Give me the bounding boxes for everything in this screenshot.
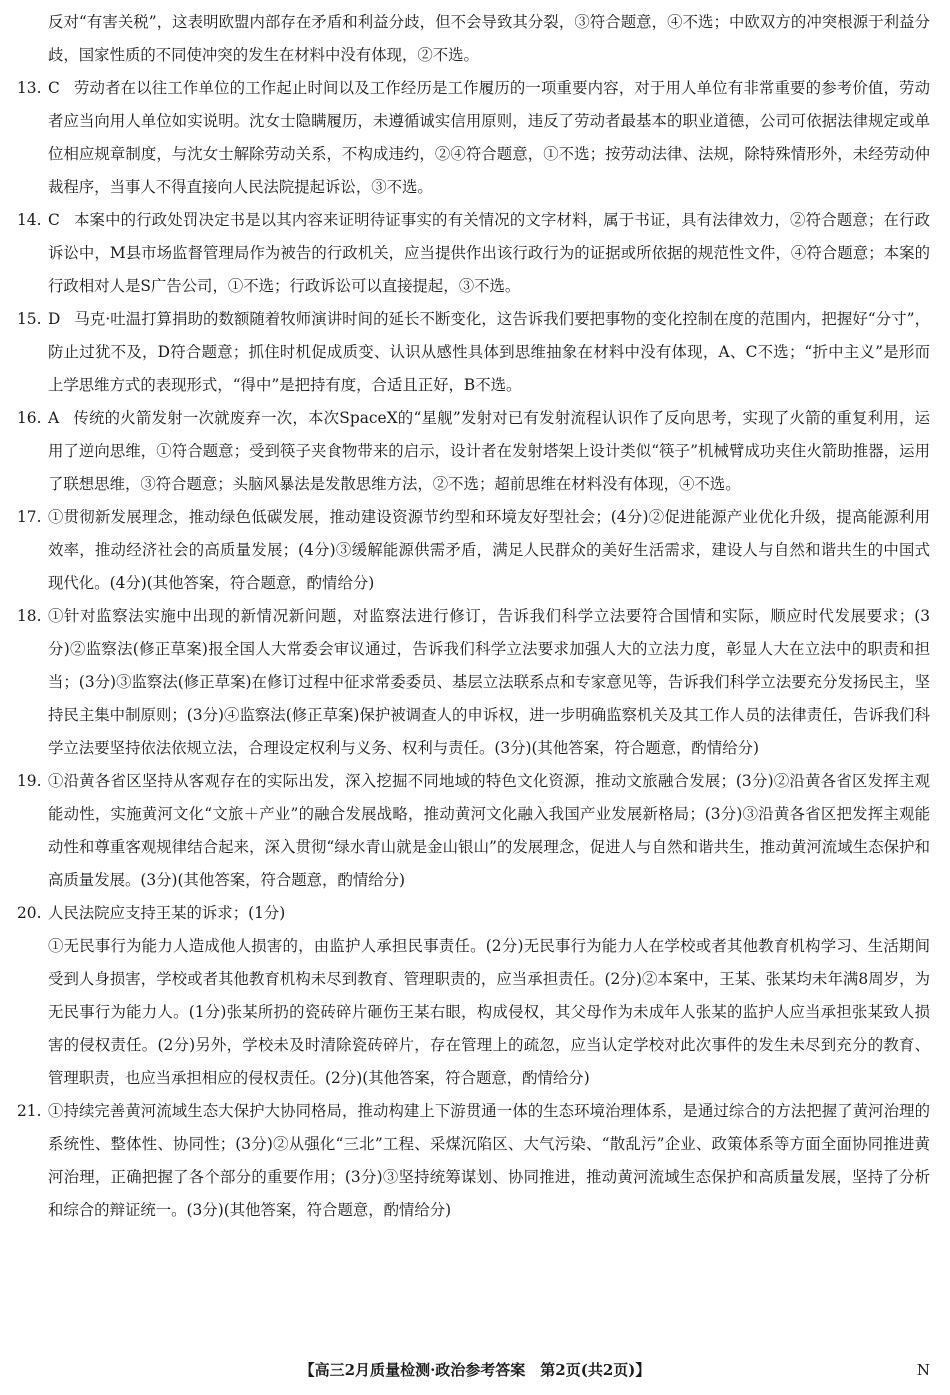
- question-number: 14.: [17, 211, 42, 229]
- explanation-text: ①贯彻新发展理念，推动绿色低碳发展，推动建设资源节约型和环境友好型社会；(4分)②促进能源产业优化升级，提高能源利用效率，推动经济社会的高质量发展；(4分)③缓解能源供需矛盾，满足人民群众的美好生活需求，建设人与自然和谐共生的中国式现代化。(4分)(其他答案，符合题意，酌情给分): [48, 508, 930, 592]
- footer-mark: N: [916, 1361, 930, 1379]
- question-number: 17.: [17, 508, 42, 526]
- answer-item-19: [0, 765, 950, 897]
- answer-item-20: [0, 897, 950, 1095]
- question-number: 15.: [17, 310, 42, 328]
- answer-item-17: [0, 501, 950, 600]
- question-number: 20.: [17, 904, 42, 922]
- explanation-text: ①沿黄各省区坚持从客观存在的实际出发，深入挖掘不同地域的特色文化资源，推动文旅融合发展；(3分)②沿黄各省区发挥主观能动性，实施黄河文化“文旅＋产业”的融合发展战略，推动黄河文化融入我国产业发展新格局；(3分)③沿黄各省区把发挥主观能动性和尊重客观规律结合起来，深入贯彻“绿水青山就是金山银山”的发展理念，促进人与自然和谐共生，推动黄河流域生态保护和高质量发展。(3分)(其他答案，符合题意，酌情给分): [48, 772, 930, 889]
- continued-paragraph: 反对“有害关税”，这表明欧盟内部存在矛盾和利益分歧，但不会导致其分裂，③符合题意，④不选；中欧双方的冲突根源于利益分歧，国家性质的不同使冲突的发生在材料中没有体现，②不选。: [48, 13, 930, 64]
- answer-item-21: [0, 1095, 950, 1227]
- explanation-text: 劳动者在以往工作单位的工作起止时间以及工作经历是工作履历的一项重要内容，对于用人单位有非常重要的参考价值，劳动者应当向用人单位如实说明。沈女士隐瞒履历，未遵循诚实信用原则，违反了劳动者最基本的职业道德，公司可依据法律规定或单位相应规章制度，与沈女士解除劳动关系，不构成违约，②④符合题意，①不选；按劳动法律、法规，除特殊情形外，未经劳动仲裁程序，当事人不得直接向人民法院提起诉讼，③不选。: [48, 79, 930, 196]
- answer-page: [0, 6, 950, 1227]
- explanation-text: 传统的火箭发射一次就废弃一次，本次SpaceX的“星舰”发射对已有发射流程认识作了反向思考，实现了火箭的重复利用，运用了逆向思维，①符合题意；受到筷子夹食物带来的启示，设计者在发射塔架上设计类似“筷子”机械臂成功夹住火箭助推器，运用了联想思维，③符合题意；头脑风暴法是发散思维方法，②不选；超前思维在材料没有体现，④不选。: [48, 409, 930, 493]
- question-number: 19.: [17, 772, 42, 790]
- question-number: 21.: [17, 1102, 42, 1120]
- explanation-text: 马克·吐温打算捐助的数额随着牧师演讲时间的延长不断变化，这告诉我们要把事物的变化控制在度的范围内，把握好“分寸”，防止过犹不及，D符合题意；抓住时机促成质变、认识从感性具体到思维抽象在材料中没有体现，A、C不选；“折中主义”是形而上学思维方式的表现形式，“得中”是把持有度，合适且正好，B不选。: [48, 310, 930, 394]
- explanation-text: ①针对监察法实施中出现的新情况新问题，对监察法进行修订，告诉我们科学立法要符合国情和实际，顺应时代发展要求；(3分)②监察法(修正草案)报全国人大常委会审议通过，告诉我们科学立法要求加强人大的立法力度，彰显人大在立法中的职责和担当；(3分)③监察法(修正草案)在修订过程中征求常委委员、基层立法联系点和专家意见等，告诉我们科学立法要充分发扬民主，坚持民主集中制原则；(3分)④监察法(修正草案)保护被调查人的申诉权，进一步明确监察机关及其工作人员的法律责任，告诉我们科学立法要坚持依法依规立法，合理设定权利与义务、权利与责任。(3分)(其他答案，符合题意，酌情给分): [48, 607, 930, 757]
- question-number: 18.: [17, 607, 42, 625]
- answer-item-13: [0, 72, 950, 204]
- question-number: 16.: [17, 409, 42, 427]
- page-footer: [0, 1355, 950, 1385]
- answer-letter: D: [48, 310, 61, 328]
- answer-letter: A: [48, 409, 60, 427]
- answer-item-18: [0, 600, 950, 765]
- answer-item-15: [0, 303, 950, 402]
- question-number: 13.: [17, 79, 42, 97]
- answer-letter: C: [48, 79, 60, 97]
- answer-letter: C: [48, 211, 60, 229]
- explanation-subparagraph: ①无民事行为能力人造成他人损害的，由监护人承担民事责任。(2分)无民事行为能力人在学校或者其他教育机构学习、生活期间受到人身损害，学校或者其他教育机构未尽到教育、管理职责的，应当承担责任。(2分)②本案中，王某、张某均未年满8周岁，为无民事行为能力人。(1分)张某所扔的瓷砖碎片砸伤王某右眼，构成侵权，其父母作为未成年人张某的监护人应当承担张某致人损害的侵权责任。(2分)另外，学校未及时清除瓷砖碎片，存在管理上的疏忽，应当认定学校对此次事件的发生未尽到充分的教育、管理职责，也应当承担相应的侵权责任。(2分)(其他答案，符合题意，酌情给分): [48, 937, 930, 1087]
- explanation-text: ①持续完善黄河流域生态大保护大协同格局，推动构建上下游贯通一体的生态环境治理体系，是通过综合的方法把握了黄河治理的系统性、整体性、协同性；(3分)②从强化“三北”工程、采煤沉陷区、大气污染、“散乱污”企业、政策体系等方面全面协同推进黄河治理，正确把握了各个部分的重要作用；(3分)③坚持统筹谋划、协同推进，推动黄河流域生态保护和高质量发展，坚持了分析和综合的辩证统一。(3分)(其他答案，符合题意，酌情给分): [48, 1102, 930, 1219]
- answer-item-16: [0, 402, 950, 501]
- explanation-text: 本案中的行政处罚决定书是以其内容来证明待证事实的有关情况的文字材料，属于书证，具有法律效力，②符合题意；在行政诉讼中，M县市场监督管理局作为被告的行政机关，应当提供作出该行政行为的证据或所依据的规范性文件，④符合题意；本案的行政相对人是S广告公司，①不选；行政诉讼可以直接提起，③不选。: [48, 211, 930, 295]
- explanation-text: 人民法院应支持王某的诉求；(1分): [48, 904, 286, 922]
- footer-title: 【高三2月质量检测·政治参考答案 第2页(共2页)】: [299, 1361, 651, 1379]
- answer-item-14: [0, 204, 950, 303]
